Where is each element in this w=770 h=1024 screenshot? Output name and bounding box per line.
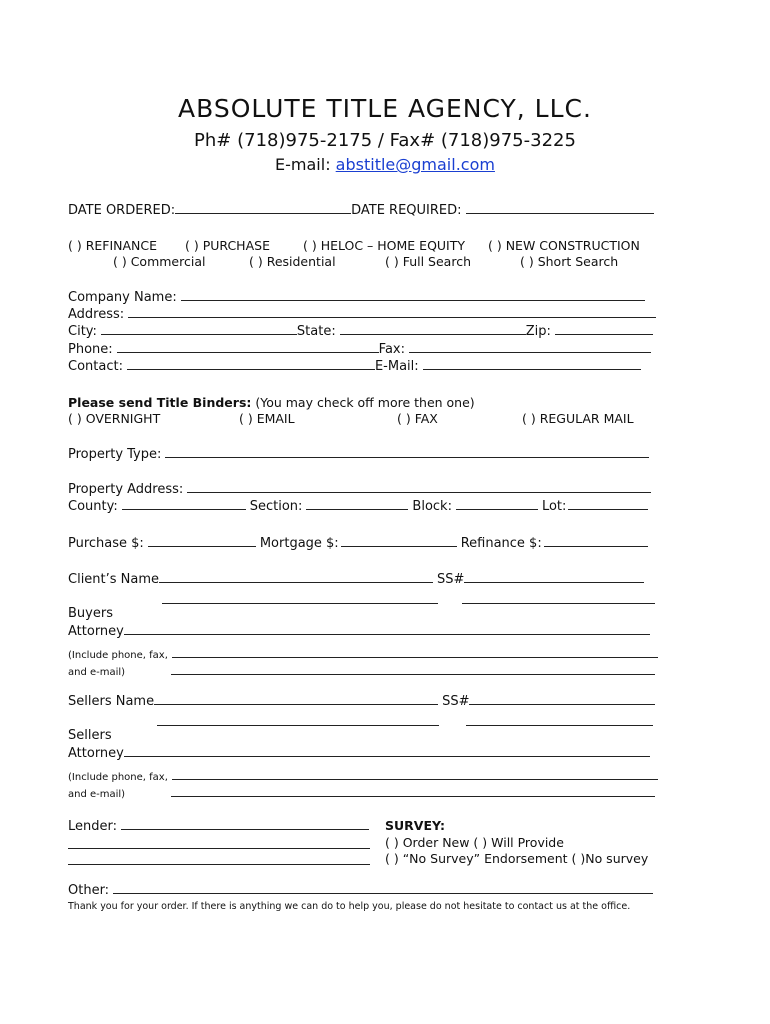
city-label: City: (68, 324, 97, 339)
sellers-attorney-field[interactable] (124, 745, 650, 757)
other-field[interactable] (113, 882, 653, 894)
sellers-include-note-1: (Include phone, fax, (68, 772, 168, 783)
contact-email-row (68, 358, 641, 374)
state-label: State: (296, 324, 336, 339)
option-new-construction[interactable]: ( ) NEW CONSTRUCTION (488, 238, 640, 253)
survey-option-line-1[interactable]: ( ) Order New ( ) Will Provide (385, 835, 564, 850)
email-label: E-Mail: (374, 359, 419, 374)
fax-field[interactable] (409, 341, 651, 353)
date-ordered-field[interactable] (175, 202, 351, 214)
property-address-row (68, 481, 651, 497)
thank-you-note: Thank you for your order. If there is anything we can do to help you, please do not hesitate to contact us at the office. (68, 901, 631, 912)
lender-field[interactable] (121, 818, 369, 830)
phone-fax-line: Ph# (718)975-2175 / Fax# (718)975-3225 (194, 130, 576, 151)
buyers-include-row-2 (68, 660, 655, 679)
sellers-ss-field-2[interactable] (466, 714, 653, 726)
city-state-zip-row (68, 323, 653, 339)
lot-label: Lot: (541, 499, 567, 514)
purchase-label: Purchase $: (68, 536, 144, 551)
option-refinance[interactable]: ( ) REFINANCE (68, 238, 158, 253)
client-row (68, 571, 644, 587)
client-ss-field-2[interactable] (462, 592, 655, 604)
sellers-attorney-label: Attorney (68, 746, 124, 761)
sellers-row (68, 693, 655, 709)
option-short-search[interactable]: ( ) Short Search (520, 254, 619, 269)
company-name-field[interactable] (181, 289, 645, 301)
sellers-name-field[interactable] (154, 693, 438, 705)
mortgage-label: Mortgage $: (259, 536, 339, 551)
sellers-include-note-2: and e-mail) (68, 789, 126, 800)
buyers-include-note-1: (Include phone, fax, (68, 650, 168, 661)
date-row (68, 202, 654, 218)
binders-heading-row (68, 395, 475, 410)
option-commercial[interactable]: ( ) Commercial (113, 254, 206, 269)
contact-field[interactable] (127, 358, 375, 370)
sellers-attorney-row (68, 745, 650, 761)
client-name-field[interactable] (159, 571, 433, 583)
email-prefix: E-mail: (275, 155, 336, 174)
buyers-contact-field-1[interactable] (172, 649, 658, 658)
date-required-field[interactable] (466, 202, 654, 214)
email-link[interactable]: abstitle@gmail.com (335, 155, 495, 174)
county-section-block-lot-row (68, 498, 648, 514)
purchase-field[interactable] (148, 535, 256, 547)
option-residential[interactable]: ( ) Residential (249, 254, 336, 269)
client-name-label: Client’s Name (68, 572, 160, 587)
sellers-label: Sellers (68, 728, 112, 743)
date-ordered-label: DATE ORDERED: (68, 203, 176, 218)
block-label: Block: (412, 499, 452, 514)
agency-title: ABSOLUTE TITLE AGENCY, LLC. (178, 94, 592, 123)
refinance-label: Refinance $: (460, 536, 542, 551)
county-field[interactable] (122, 498, 246, 510)
sellers-name-field-2[interactable] (157, 714, 439, 726)
address-label: Address: (68, 307, 125, 322)
amounts-row (68, 535, 648, 551)
survey-option-line-2[interactable]: ( ) “No Survey” Endorsement ( )No survey (385, 851, 649, 866)
refinance-field[interactable] (544, 535, 648, 547)
option-full-search[interactable]: ( ) Full Search (385, 254, 471, 269)
state-field[interactable] (340, 323, 526, 335)
phone-label: Phone: (68, 342, 113, 357)
lender-field-2[interactable] (68, 837, 370, 849)
property-type-field[interactable] (165, 446, 649, 458)
binder-regular-mail[interactable]: ( ) REGULAR MAIL (522, 411, 634, 426)
buyers-attorney-row (68, 623, 650, 639)
county-label: County: (68, 499, 118, 514)
client-name-field-2[interactable] (162, 592, 438, 604)
email-field[interactable] (423, 358, 641, 370)
contact-label: Contact: (68, 359, 123, 374)
other-row (68, 882, 653, 898)
address-field[interactable] (128, 306, 656, 318)
property-address-label: Property Address: (68, 482, 184, 497)
property-type-row (68, 446, 649, 462)
block-field[interactable] (456, 498, 538, 510)
company-name-label: Company Name: (68, 290, 177, 305)
client-ss-label: SS# (437, 572, 465, 587)
phone-fax-row (68, 341, 651, 357)
option-purchase[interactable]: ( ) PURCHASE (185, 238, 270, 253)
fax-label: Fax: (378, 342, 405, 357)
company-name-row (68, 289, 645, 305)
sellers-contact-field-1[interactable] (172, 771, 658, 780)
lender-row (68, 818, 369, 834)
sellers-name-label: Sellers Name (68, 694, 155, 709)
date-required-label: DATE REQUIRED: (351, 203, 462, 218)
sellers-ss-field[interactable] (469, 693, 655, 705)
buyers-contact-field-2[interactable] (171, 666, 655, 675)
buyers-include-note-2: and e-mail) (68, 667, 126, 678)
address-row (68, 306, 656, 322)
section-field[interactable] (306, 498, 408, 510)
binder-fax[interactable]: ( ) FAX (397, 411, 438, 426)
buyers-attorney-label: Attorney (68, 624, 124, 639)
other-label: Other: (68, 883, 110, 898)
binders-note: (You may check off more then one) (251, 395, 475, 410)
sellers-contact-field-2[interactable] (171, 788, 655, 797)
binders-heading: Please send Title Binders: (68, 395, 252, 410)
phone-field[interactable] (117, 341, 379, 353)
buyers-attorney-field[interactable] (124, 623, 650, 635)
binder-email[interactable]: ( ) EMAIL (239, 411, 295, 426)
survey-heading: SURVEY: (385, 818, 445, 833)
lender-label: Lender: (68, 819, 117, 834)
zip-label: Zip: (525, 324, 551, 339)
city-field[interactable] (101, 323, 297, 335)
property-address-field[interactable] (187, 481, 651, 493)
option-heloc[interactable]: ( ) HELOC – HOME EQUITY (303, 238, 466, 253)
mortgage-field[interactable] (341, 535, 457, 547)
zip-field[interactable] (555, 323, 653, 335)
sellers-ss-label: SS# (442, 694, 470, 709)
section-label: Section: (249, 499, 303, 514)
property-type-label: Property Type: (68, 447, 162, 462)
client-ss-field[interactable] (464, 571, 644, 583)
lender-field-3[interactable] (68, 853, 370, 865)
sellers-include-row-2 (68, 782, 655, 801)
lot-field[interactable] (568, 498, 648, 510)
email-line (0, 155, 770, 174)
buyers-label: Buyers (68, 606, 113, 621)
binder-overnight[interactable]: ( ) OVERNIGHT (68, 411, 161, 426)
